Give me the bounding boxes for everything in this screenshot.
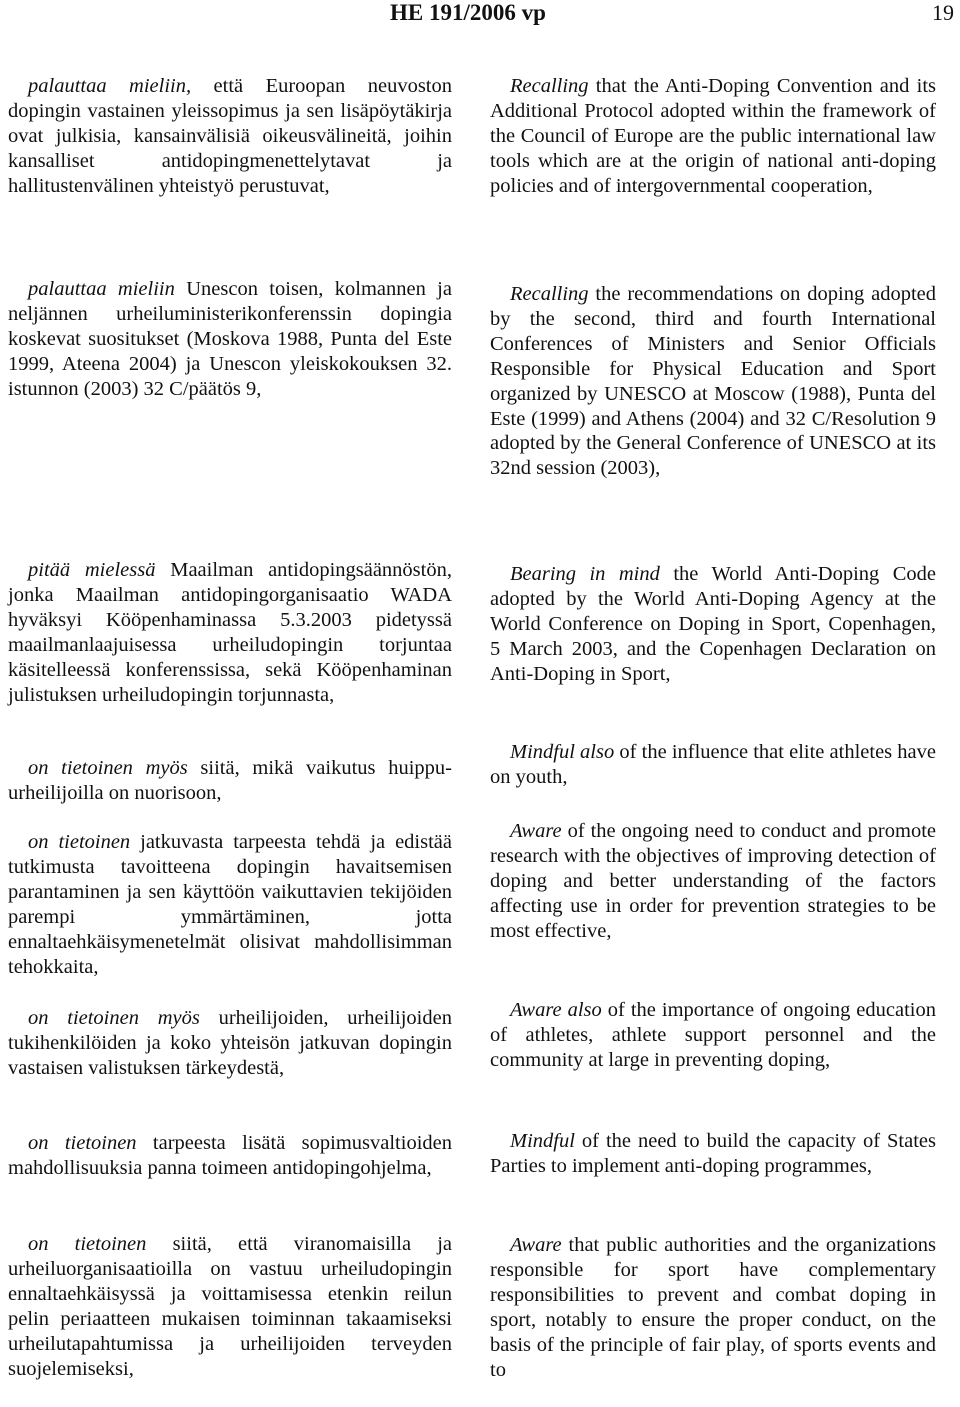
english-paragraph [490,998,936,1073]
paragraph-text: the recommendations on doping adopted by the second, third and fourth International Conferences of Ministers and Senior Officials Responsible for Physical Education and Sport organized by UNESCO at Moscow (1988), Punta del Este (1999) and Athens (2004) and 32 C/Resolution 9 adopted by the General Conference of UNESCO at its 32nd session (2003), [490,283,936,480]
paragraph-lead: Aware [510,1234,562,1256]
paragraph-lead: Mindful [510,1130,575,1152]
paragraph-text: of the importance of ongoing education of athletes, athlete support personnel and the community at large in preventing doping, [490,999,936,1071]
finnish-paragraph [8,1232,452,1381]
paragraph-lead: Recalling [510,75,589,97]
paragraph-lead: palauttaa mieliin, [28,75,192,97]
english-paragraph [490,819,936,944]
finnish-paragraph [8,277,452,402]
paragraph-lead: palauttaa mieliin [28,278,175,300]
paragraph-text: siitä, mikä vaikutus huippu-urheilijoilla on nuorisoon, [8,757,452,804]
paragraph-text: of the influence that elite athletes have on youth, [490,741,937,788]
english-paragraph [490,1129,936,1179]
paragraph-text: että Euroopan neuvoston dopingin vastainen yleissopimus ja sen lisäpöytäkirja ovat julkisia, kansainvälisiä oikeusvälineitä, joihin kansalliset antidopingmenettelytavat ja hallitustenvälinen yhteistyö perustuvat, [8,75,452,197]
english-paragraph [490,1233,936,1382]
finnish-paragraph [8,1006,452,1081]
paragraph-text: Unescon toisen, kolmannen ja neljännen urheiluministerikonferenssin dopingia koskevat suositukset (Moskova 1988, Punta del Este 1999, Ateena 2004) ja Unescon yleiskokouksen 32. istunnon (2003) 32 C/päätös 9, [8,278,452,400]
page-header [0,0,960,30]
document-id: HE 191/2006 vp [390,0,546,25]
paragraph-lead: on tietoinen [28,1132,137,1154]
english-paragraph [490,562,936,687]
finnish-paragraph [8,558,452,707]
paragraph-text: that public authorities and the organizations responsible for sport have complementary responsibilities to prevent and combat doping in sport, notably to ensure the proper conduct, on the basis of the principle of fair play, of sports events and to [490,1234,936,1381]
paragraph-lead: Mindful also [510,741,615,763]
finnish-paragraph [8,756,452,806]
paragraph-text: that the Anti-Doping Convention and its Additional Protocol adopted within the framework of the Council of Europe are the public international law tools which are at the origin of national anti-doping policies and of intergovernmental cooperation, [490,75,936,197]
paragraph-text: tarpeesta lisätä sopimusvaltioiden mahdollisuuksia panna toimeen antidopingohjelma, [8,1132,452,1179]
paragraph-text: the World Anti-Doping Code adopted by the World Anti-Doping Agency at the World Conference on Doping in Sport, Copenhagen, 5 March 2003, and the Copenhagen Declaration on Anti-Doping in Sport, [490,563,936,685]
paragraph-text: of the need to build the capacity of States Parties to implement anti-doping programmes, [490,1130,936,1177]
finnish-paragraph [8,74,452,199]
english-paragraph [490,74,936,199]
page-number: 19 [932,0,954,25]
paragraph-lead: Aware [510,820,562,842]
paragraph-text: siitä, että viranomaisilla ja urheiluorganisaatioilla on vastuu urheiludopingin ennaltaehkäisyssä ja voittamisessa etenkin reilun pelin periaatteen mukaisen toiminnan takaamiseksi urheilutapahtumissa ja urheilijoiden terveyden suojelemiseksi, [8,1233,453,1380]
paragraph-text: urheilijoiden, urheilijoiden tukihenkilöiden ja koko yhteisön jatkuvan dopingin vastaisen valistuksen tärkeydestä, [8,1007,452,1079]
finnish-paragraph [8,830,452,979]
paragraph-text: of the ongoing need to conduct and promote research with the objectives of improving detection of doping and better understanding of the factors affecting use in order for prevention strategies to be most effective, [490,820,936,942]
english-paragraph [490,282,936,481]
paragraph-lead: on tietoinen [28,831,131,853]
finnish-paragraph [8,1131,452,1181]
paragraph-lead: on tietoinen myös [28,757,188,779]
paragraph-lead: Bearing in mind [510,563,660,585]
paragraph-text: jatkuvasta tarpeesta tehdä ja edistää tutkimusta tavoitteena dopingin havaitsemisen parantaminen ja sen käyttöön vaikuttavien tekijöiden parempi ymmärtäminen, jotta ennaltaehkäisymenetelmät olisivat mahdollisimman tehokkaita, [8,831,452,978]
paragraph-lead: on tietoinen myös [28,1007,200,1029]
paragraph-lead: pitää mielessä [28,559,156,581]
english-paragraph [490,740,936,790]
paragraph-lead: on tietoinen [28,1233,147,1255]
paragraph-text: Maailman antidopingsäännöstön, jonka Maailman antidopingorganisaatio WADA hyväksyi Kööpenhaminassa 5.3.2003 pidetyssä maailmanlaajuisessa urheiludopingin torjuntaa käsitelleessä konferenssissa, sekä Kööpenhaminan julistuksen urheiludopingin torjunnasta, [8,559,452,706]
paragraph-lead: Aware also [510,999,602,1021]
paragraph-lead: Recalling [510,283,589,305]
